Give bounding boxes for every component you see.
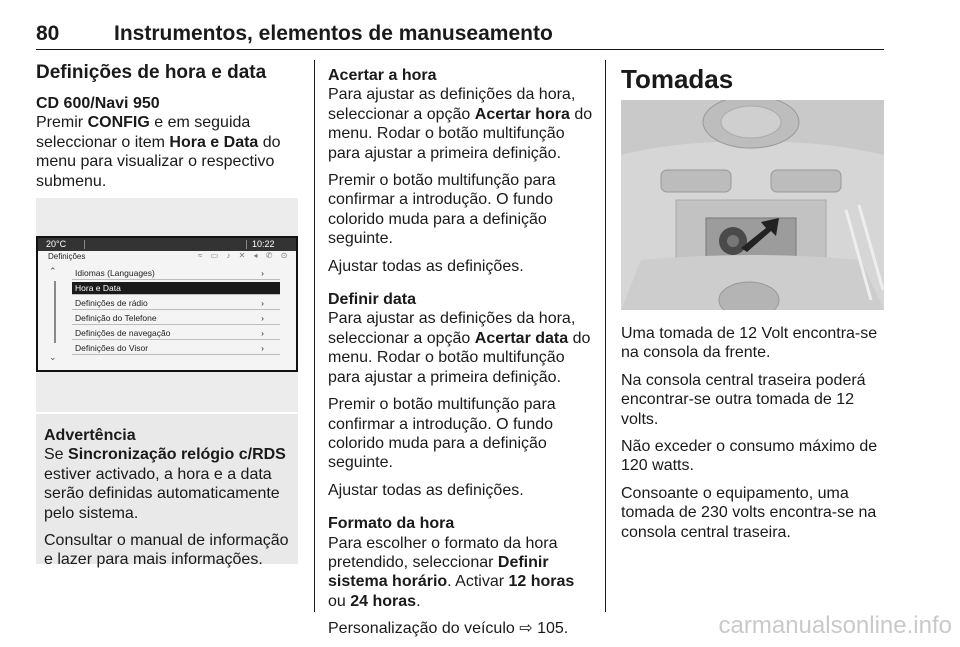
screen-body (38, 251, 296, 370)
subheading: Definir data (328, 291, 417, 309)
column-3 (621, 324, 887, 550)
section-heading: Tomadas (621, 64, 734, 94)
menu-title: Definições (48, 252, 86, 261)
paragraph: Uma tomada de 12 Volt encontra-se na consola da frente. (621, 325, 878, 362)
menu-item[interactable]: Idiomas (Languages) › (72, 267, 280, 280)
paragraph: Não exceder o consumo máximo de 120 watts. (621, 438, 878, 475)
menu-item-selected[interactable]: Hora e Data (72, 282, 280, 295)
chevron-right-icon: › (261, 313, 264, 323)
paragraph: Para ajustar as definições da hora, seleccionar a opção Acertar hora do menu. Rodar o botão multifunção para ajustar a primeira definição. (328, 86, 593, 162)
paragraph: Para escolher o formato da hora pretendido, seleccionar Definir sistema horário. Activar 12 horas ou 24 horas. (328, 534, 575, 610)
scrollbar[interactable] (54, 281, 56, 343)
chevron-right-icon: › (261, 298, 264, 308)
chevron-right-icon: › (261, 343, 264, 353)
infotainment-screen-illustration (36, 236, 298, 372)
paragraph: Na consola central traseira poderá encontrar-se outra tomada de 12 volts. (621, 371, 866, 428)
column-divider-1 (314, 60, 315, 612)
status-divider (246, 240, 247, 249)
subheading: Acertar a hora (328, 67, 437, 84)
scroll-up-icon[interactable]: ⌃ (49, 266, 57, 276)
menu-item[interactable]: Definições do Visor › (72, 342, 280, 355)
menu-item[interactable]: Definição do Telefone › (72, 312, 280, 325)
paragraph: Personalização do veículo ⇨ 105. (328, 620, 569, 638)
warning-paragraph: Consultar o manual de informação e lazer para mais informações. (44, 532, 289, 569)
column-1 (36, 62, 298, 199)
menu-item[interactable]: Definições de navegação › (72, 327, 280, 340)
subheading: Formato da hora (328, 515, 455, 533)
screen-status-bar (38, 238, 296, 251)
column-divider-2 (605, 60, 606, 612)
section-heading: Definições de hora e data (36, 62, 267, 83)
temperature-readout: 20°C (46, 239, 67, 249)
power-outlet-illustration (621, 100, 884, 310)
warning-title: Advertência (44, 427, 136, 444)
paragraph: Premir o botão multifunção para confirmar a introdução. O fundo colorido muda para a definição seguinte. (328, 172, 556, 248)
paragraph: Premir o botão multifunção para confirmar a introdução. O fundo colorido muda para a definição seguinte. (328, 396, 556, 472)
chevron-right-icon: › (261, 268, 264, 278)
paragraph: Ajustar todas as definições. (328, 481, 524, 499)
page-number: 80 (36, 22, 60, 45)
paragraph: Premir CONFIG e em seguida seleccionar o item Hora e Data do menu para visualizar o respectivo submenu. (36, 114, 281, 190)
page-header-title: Instrumentos, elementos de manuseamento (114, 22, 553, 45)
paragraph: Ajustar todas as definições. (328, 257, 524, 275)
page-reference[interactable]: 105 (537, 620, 564, 638)
status-divider (84, 240, 85, 249)
paragraph: Consoante o equipamento, uma tomada de 230 volts encontra-se na consola central traseira. (621, 484, 877, 541)
header-rule (36, 49, 884, 50)
watermark: carmanualsonline.info (718, 612, 952, 639)
column-2 (328, 66, 594, 647)
warning-paragraph: Se Sincronização relógio c/RDS estiver activado, a hora e a data serão definidas automaticamente pelo sistema. (44, 446, 286, 522)
paragraph: Para ajustar as definições da hora, seleccionar a opção Acertar data do menu. Rodar o botão multifunção para ajustar a primeira definição. (328, 310, 591, 386)
status-icons: ≈ ▭ ♪ ✕ ◂ ✆ ⊙ (198, 251, 291, 260)
scroll-down-icon[interactable]: ⌄ (49, 352, 57, 362)
clock-readout: 10:22 (252, 239, 275, 249)
page-reference-arrow-icon: ⇨ (519, 620, 533, 638)
subheading: CD 600/Navi 950 (36, 95, 160, 112)
warning-box (36, 414, 298, 569)
chevron-right-icon: › (261, 328, 264, 338)
menu-item[interactable]: Definições de rádio › (72, 297, 280, 310)
